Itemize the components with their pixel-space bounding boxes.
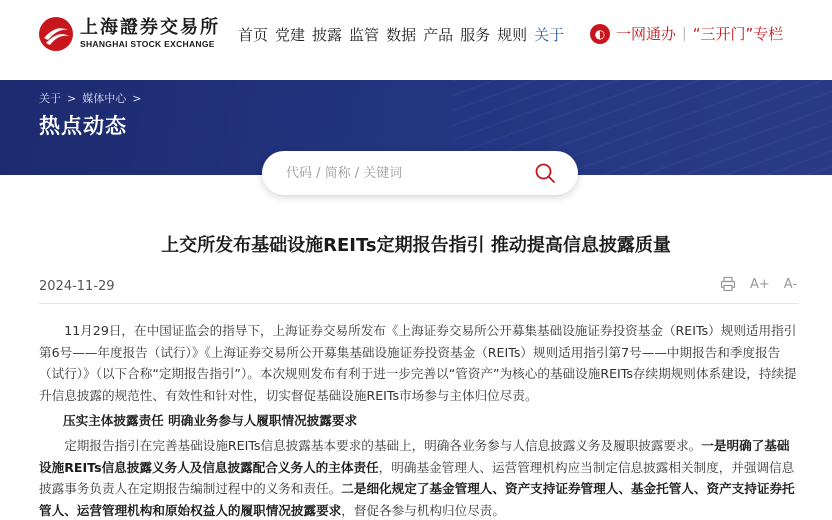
sankaimen-link[interactable]: “三开门”专栏: [692, 25, 784, 43]
article-title: 上交所发布基础设施REITs定期报告指引 推动提高信息披露质量: [161, 235, 671, 256]
nav-rules[interactable]: 规则: [497, 26, 528, 44]
search-icon[interactable]: [534, 162, 556, 184]
article-tools: [720, 276, 811, 292]
yiwang-icon[interactable]: ◐: [590, 24, 610, 44]
paragraph-2-point-2: 二是细化规定了基金管理人、资产支持证券管理人、基金托管人、资产支持证券托管人、运营管理机构和原始权益人的履职情况披露要求: [39, 481, 795, 518]
nav-services[interactable]: 服务: [460, 26, 491, 44]
link-separator: |: [682, 26, 687, 42]
article-date: 2024-11-29: [39, 279, 115, 294]
page-title: 热点动态: [39, 114, 127, 138]
breadcrumb-media-center[interactable]: 媒体中心: [82, 92, 127, 105]
nav-home[interactable]: 首页: [238, 26, 269, 44]
breadcrumb: [39, 90, 147, 106]
search-box: [262, 151, 578, 195]
nav-about[interactable]: 关于: [534, 26, 565, 44]
logo-chinese-name: 上海證券交易所: [80, 17, 220, 38]
paragraph-2-detail-1: ，明确基金管理人、运营管理机构应当制定信息披露相关制度，并强调信息披露事务负责人在定期报告编制过程中的义务和责任。: [39, 459, 795, 496]
breadcrumb-about[interactable]: 关于: [39, 92, 61, 105]
nav-products[interactable]: 产品: [423, 26, 454, 44]
header-quick-links: [590, 23, 783, 45]
nav-regulation[interactable]: 监管: [349, 26, 380, 44]
breadcrumb-chevron-icon: >: [132, 91, 142, 105]
main-nav: [238, 25, 571, 45]
logo-english-name: SHANGHAI STOCK EXCHANGE: [80, 39, 215, 49]
print-icon[interactable]: [720, 276, 736, 292]
paragraph-2-intro: 定期报告指引在完善基础设施REITs信息披露基本要求的基础上，明确各业务参与人信息披露义务及履职披露要求。: [64, 438, 702, 453]
site-header: [0, 0, 832, 72]
nav-data[interactable]: 数据: [386, 26, 417, 44]
yiwang-link[interactable]: 一网通办: [616, 25, 677, 43]
breadcrumb-chevron-icon: >: [67, 91, 77, 105]
sse-logo[interactable]: [38, 16, 220, 52]
article-paragraph-2: [39, 435, 799, 520]
article-paragraph-1: 11月29日，在中国证监会的指导下，上海证券交易所发布《上海证券交易所公开募集基础设施证券投资基金（REITs）规则适用指引第6号——年度报告（试行）》《上海证券交易所公开募集基础设施证券投资基金（REITs）规则适用指引第7号——中期报告和季度报告（试行）》（以下合称“定期报告指引”）。本次规则发布有利于进一步完善以“管资产”为核心的基础设施REITs存续期规则体系建设，持续提升信息披露的规范性、有效性和针对性，切实督促基础设施REITs市场参与主体归位尽责。: [39, 323, 797, 403]
font-decrease-button[interactable]: A-: [783, 276, 798, 292]
article-subheading: 压实主体披露责任 明确业务参与人履职情况披露要求: [63, 413, 358, 428]
paragraph-2-detail-2: ，督促各参与机构归位尽责。: [341, 502, 505, 518]
font-increase-button[interactable]: A+: [750, 276, 770, 292]
paragraph-2-point-1: 一是明确了基础设施REITs信息披露义务人及信息披露配合义务人的主体责任: [39, 438, 790, 475]
nav-party[interactable]: 党建: [275, 26, 306, 44]
title-divider: [39, 303, 799, 304]
search-input[interactable]: [286, 166, 526, 181]
sse-logo-icon: [38, 16, 74, 52]
nav-disclosure[interactable]: 披露: [312, 26, 343, 44]
